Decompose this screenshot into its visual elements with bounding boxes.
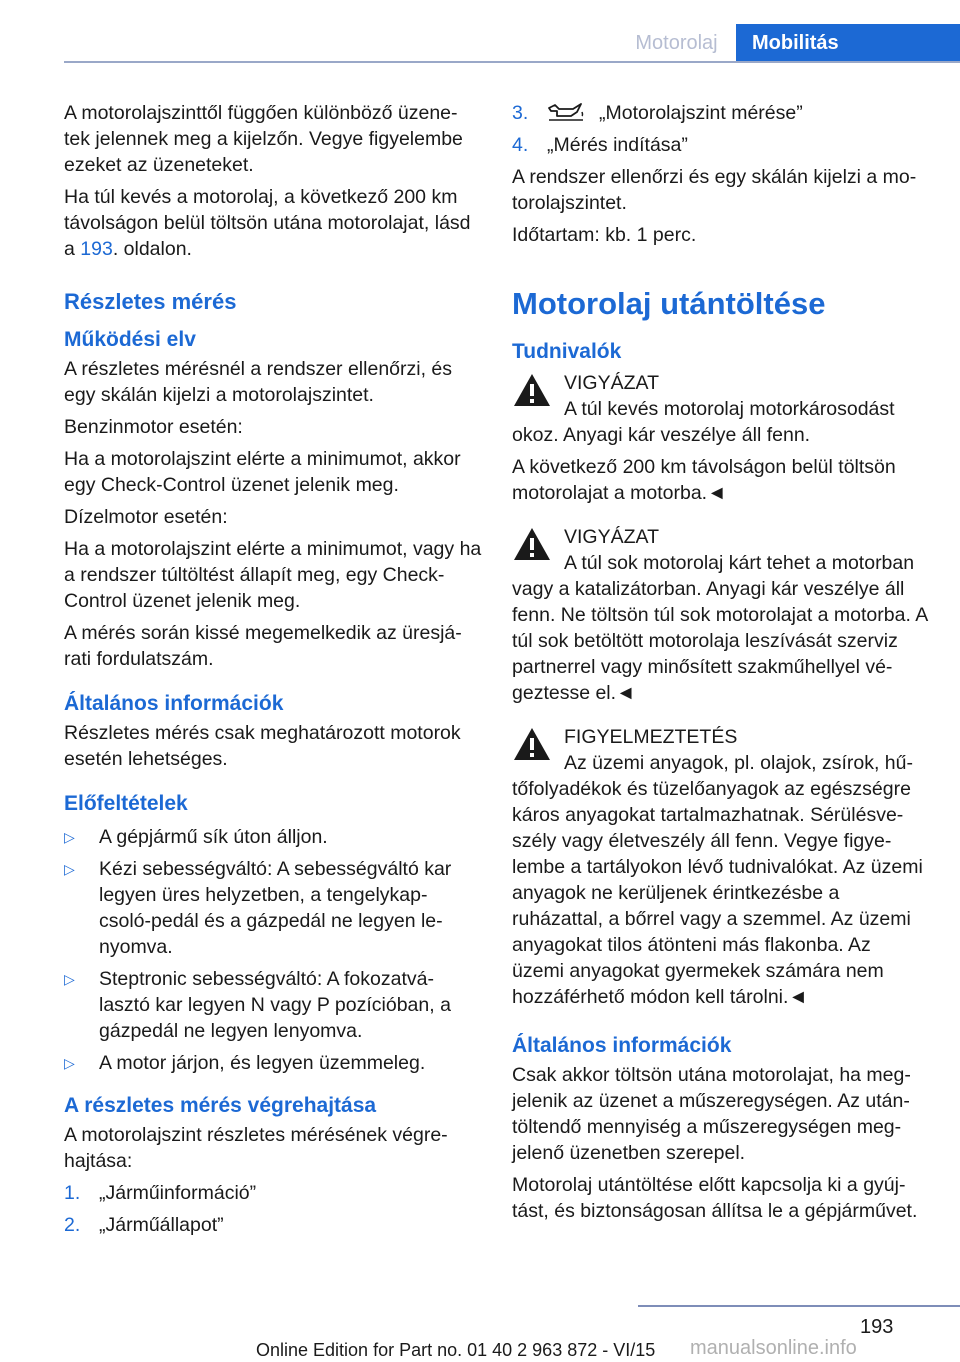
warning-text: vagy a katalizátorban. Anyagi kár veszélye áll fenn. Ne töltsön túl sok motorolajat a motorba. A túl sok betöltött motorolaja leszívását szerviz partnerrel vagy minősített szakműhellyel vé‑ geztesse el.◄ [512, 578, 928, 704]
step-text: „Motorolajszint mérése” [599, 102, 803, 124]
page-number: 193 [860, 1316, 894, 1338]
warning-head [512, 724, 928, 776]
list-item [64, 1212, 482, 1238]
paragraph: A részletes mérésnél a rendszer ellenőrzi, és egy skálán kijelzi a motorolajszintet. [64, 358, 453, 406]
heading-vegrehajtas: A részletes mérés végrehajtása [64, 1094, 377, 1117]
warning-block [512, 370, 928, 506]
paragraph: Ha a motorolajszint elérte a minimumot, akkor egy Check-Control üzenet jelenik meg. [64, 448, 461, 496]
warning-head [512, 370, 928, 422]
prerequisites-list [64, 824, 482, 1076]
heading-tudnivalok: Tudnivalók [512, 340, 622, 363]
paragraph: Részletes mérés csak meghatározott motorok esetén lehetséges. [64, 722, 461, 770]
heading-motorolaj-utantoltese: Motorolaj utántöltése [512, 286, 826, 321]
list-item: ▷ Kézi sebességváltó: A sebességváltó kar legyen üres helyzetben, a tengelykap‑ csoló-pedál és a gázpedál ne legyen le‑ nyomva. [64, 856, 482, 960]
warning-first-line: A túl sok motorolaj kárt tehet a motorban [564, 552, 915, 574]
paragraph: Időtartam: kb. 1 perc. [512, 224, 697, 246]
steps-list-right [512, 100, 928, 158]
footer-rule [638, 1305, 960, 1307]
heading-reszletes-meres: Részletes mérés [64, 289, 237, 314]
paragraph: Ha a motorolajszint elérte a minimumot, vagy ha a rendszer túltöltést állapít meg, egy Check-Control üzenet jelenik meg. [64, 538, 482, 612]
steps-list-left [64, 1180, 482, 1238]
list-item: ▷ Steptronic sebességváltó: A fokozatvá‑ lasztó kar legyen N vagy P pozícióban, a gázpedál ne legyen lenyomva. [64, 966, 482, 1044]
warning-head [512, 524, 928, 576]
step-text: „Járműállapot” [99, 1214, 224, 1236]
step-number: 3. [512, 102, 529, 124]
low-oil-text-end: . oldalon. [112, 238, 192, 260]
warning-title: VIGYÁZAT [564, 526, 659, 548]
paragraph: Dízelmotor esetén: [64, 506, 228, 528]
warning-lines [564, 724, 928, 776]
warning-icon [512, 526, 552, 562]
warning-text: A következő 200 km távolságon belül töltsön motorolajat a motorba.◄ [512, 456, 896, 504]
step-text: „Mérés indítása” [547, 134, 688, 156]
warning-icon [512, 726, 552, 762]
low-oil-text: Ha túl kevés a motorolaj, a következő 200 km távolságon belül töltsön utána motorolajat, lásd a [64, 186, 471, 260]
paragraph: Motorolaj utántöltése előtt kapcsolja ki a gyúj‑ tást, és biztonságosan állítsa le a gépjárművet. [512, 1174, 918, 1222]
warning-title: VIGYÁZAT [564, 372, 659, 394]
paragraph: A rendszer ellenőrzi és egy skálán kijelzi a mo‑ torolajszintet. [512, 166, 917, 214]
header-tab-motorolaj: Motorolaj [635, 32, 718, 54]
right-column [512, 100, 928, 1230]
paragraph: A mérés során kissé megemelkedik az üresjá‑ rati fordulatszám. [64, 622, 462, 670]
edition-footer: Online Edition for Part no. 01 40 2 963 872 - VI/15 [256, 1340, 656, 1360]
list-item: ▷ A motor járjon, és legyen üzemmeleg. [64, 1050, 482, 1076]
warning-block [512, 724, 928, 1010]
warning-text: tőfolyadékok és tüzelőanyagok az egészségre káros anyagokat tartalmazhatnak. Sérülésve‑ szély vagy életveszély áll fenn. Vegye figye‑ lembe a tartályokon lévő tudnivalókat. Az üzemi anyagok ne kerüljenek érintkezésbe a ruházattal, a bőrrel vagy a szemmel. Az üzemi anyagokat tilos átönteni más flakonba. Az üzemi anyagokat gyermekek számára nem hozzáférhető módon kell tárolni.◄ [512, 778, 923, 1008]
heading-elofeltetelek: Előfeltételek [64, 792, 188, 815]
heading-altalanos-informaciok-2: Általános információk [512, 1034, 732, 1057]
paragraph: Csak akkor töltsön utána motorolajat, ha meg‑ jelenik az üzenet a műszeregységen. Az után‑ töltendő mennyiség a műszeregységen meg‑ jelenő üzenetben szerepel. [512, 1064, 911, 1164]
list-item [512, 132, 928, 158]
step-number: 2. [64, 1214, 81, 1236]
step-text: „Járműinformáció” [99, 1182, 257, 1204]
step-number: 1. [64, 1182, 81, 1204]
header-rule [64, 61, 960, 63]
intro-paragraph: A motorolajszinttől függően különböző üzene‑ tek jelennek meg a kijelzőn. Vegye figyelembe ezeket az üzeneteket. [64, 102, 463, 176]
heading-mukodesi-elv: Működési elv [64, 328, 196, 351]
warning-title: FIGYELMEZTETÉS [564, 726, 738, 748]
oil-can-icon [547, 100, 585, 122]
low-oil-paragraph [64, 184, 482, 262]
watermark: manualsonline.info [690, 1337, 857, 1359]
step-number: 4. [512, 134, 529, 156]
page-link-193[interactable]: 193 [80, 238, 113, 260]
paragraph: A motorolajszint részletes mérésének végre‑ hajtása: [64, 1124, 448, 1172]
warning-text: okoz. Anyagi kár veszélye áll fenn. [512, 424, 811, 446]
warning-lines [564, 524, 928, 576]
warning-lines [564, 370, 928, 422]
warning-block [512, 524, 928, 706]
warning-icon [512, 372, 552, 408]
header-tab-mobilitas: Mobilitás [736, 24, 960, 63]
list-item [512, 100, 928, 126]
warning-first-line: A túl kevés motorolaj motorkárosodást [564, 398, 895, 420]
paragraph: Benzinmotor esetén: [64, 416, 243, 438]
list-item [64, 1180, 482, 1206]
warning-first-line: Az üzemi anyagok, pl. olajok, zsírok, hű‑ [564, 752, 913, 774]
left-column [64, 100, 482, 1244]
list-item: ▷ A gépjármű sík úton álljon. [64, 824, 482, 850]
heading-altalanos-informaciok: Általános információk [64, 692, 284, 715]
